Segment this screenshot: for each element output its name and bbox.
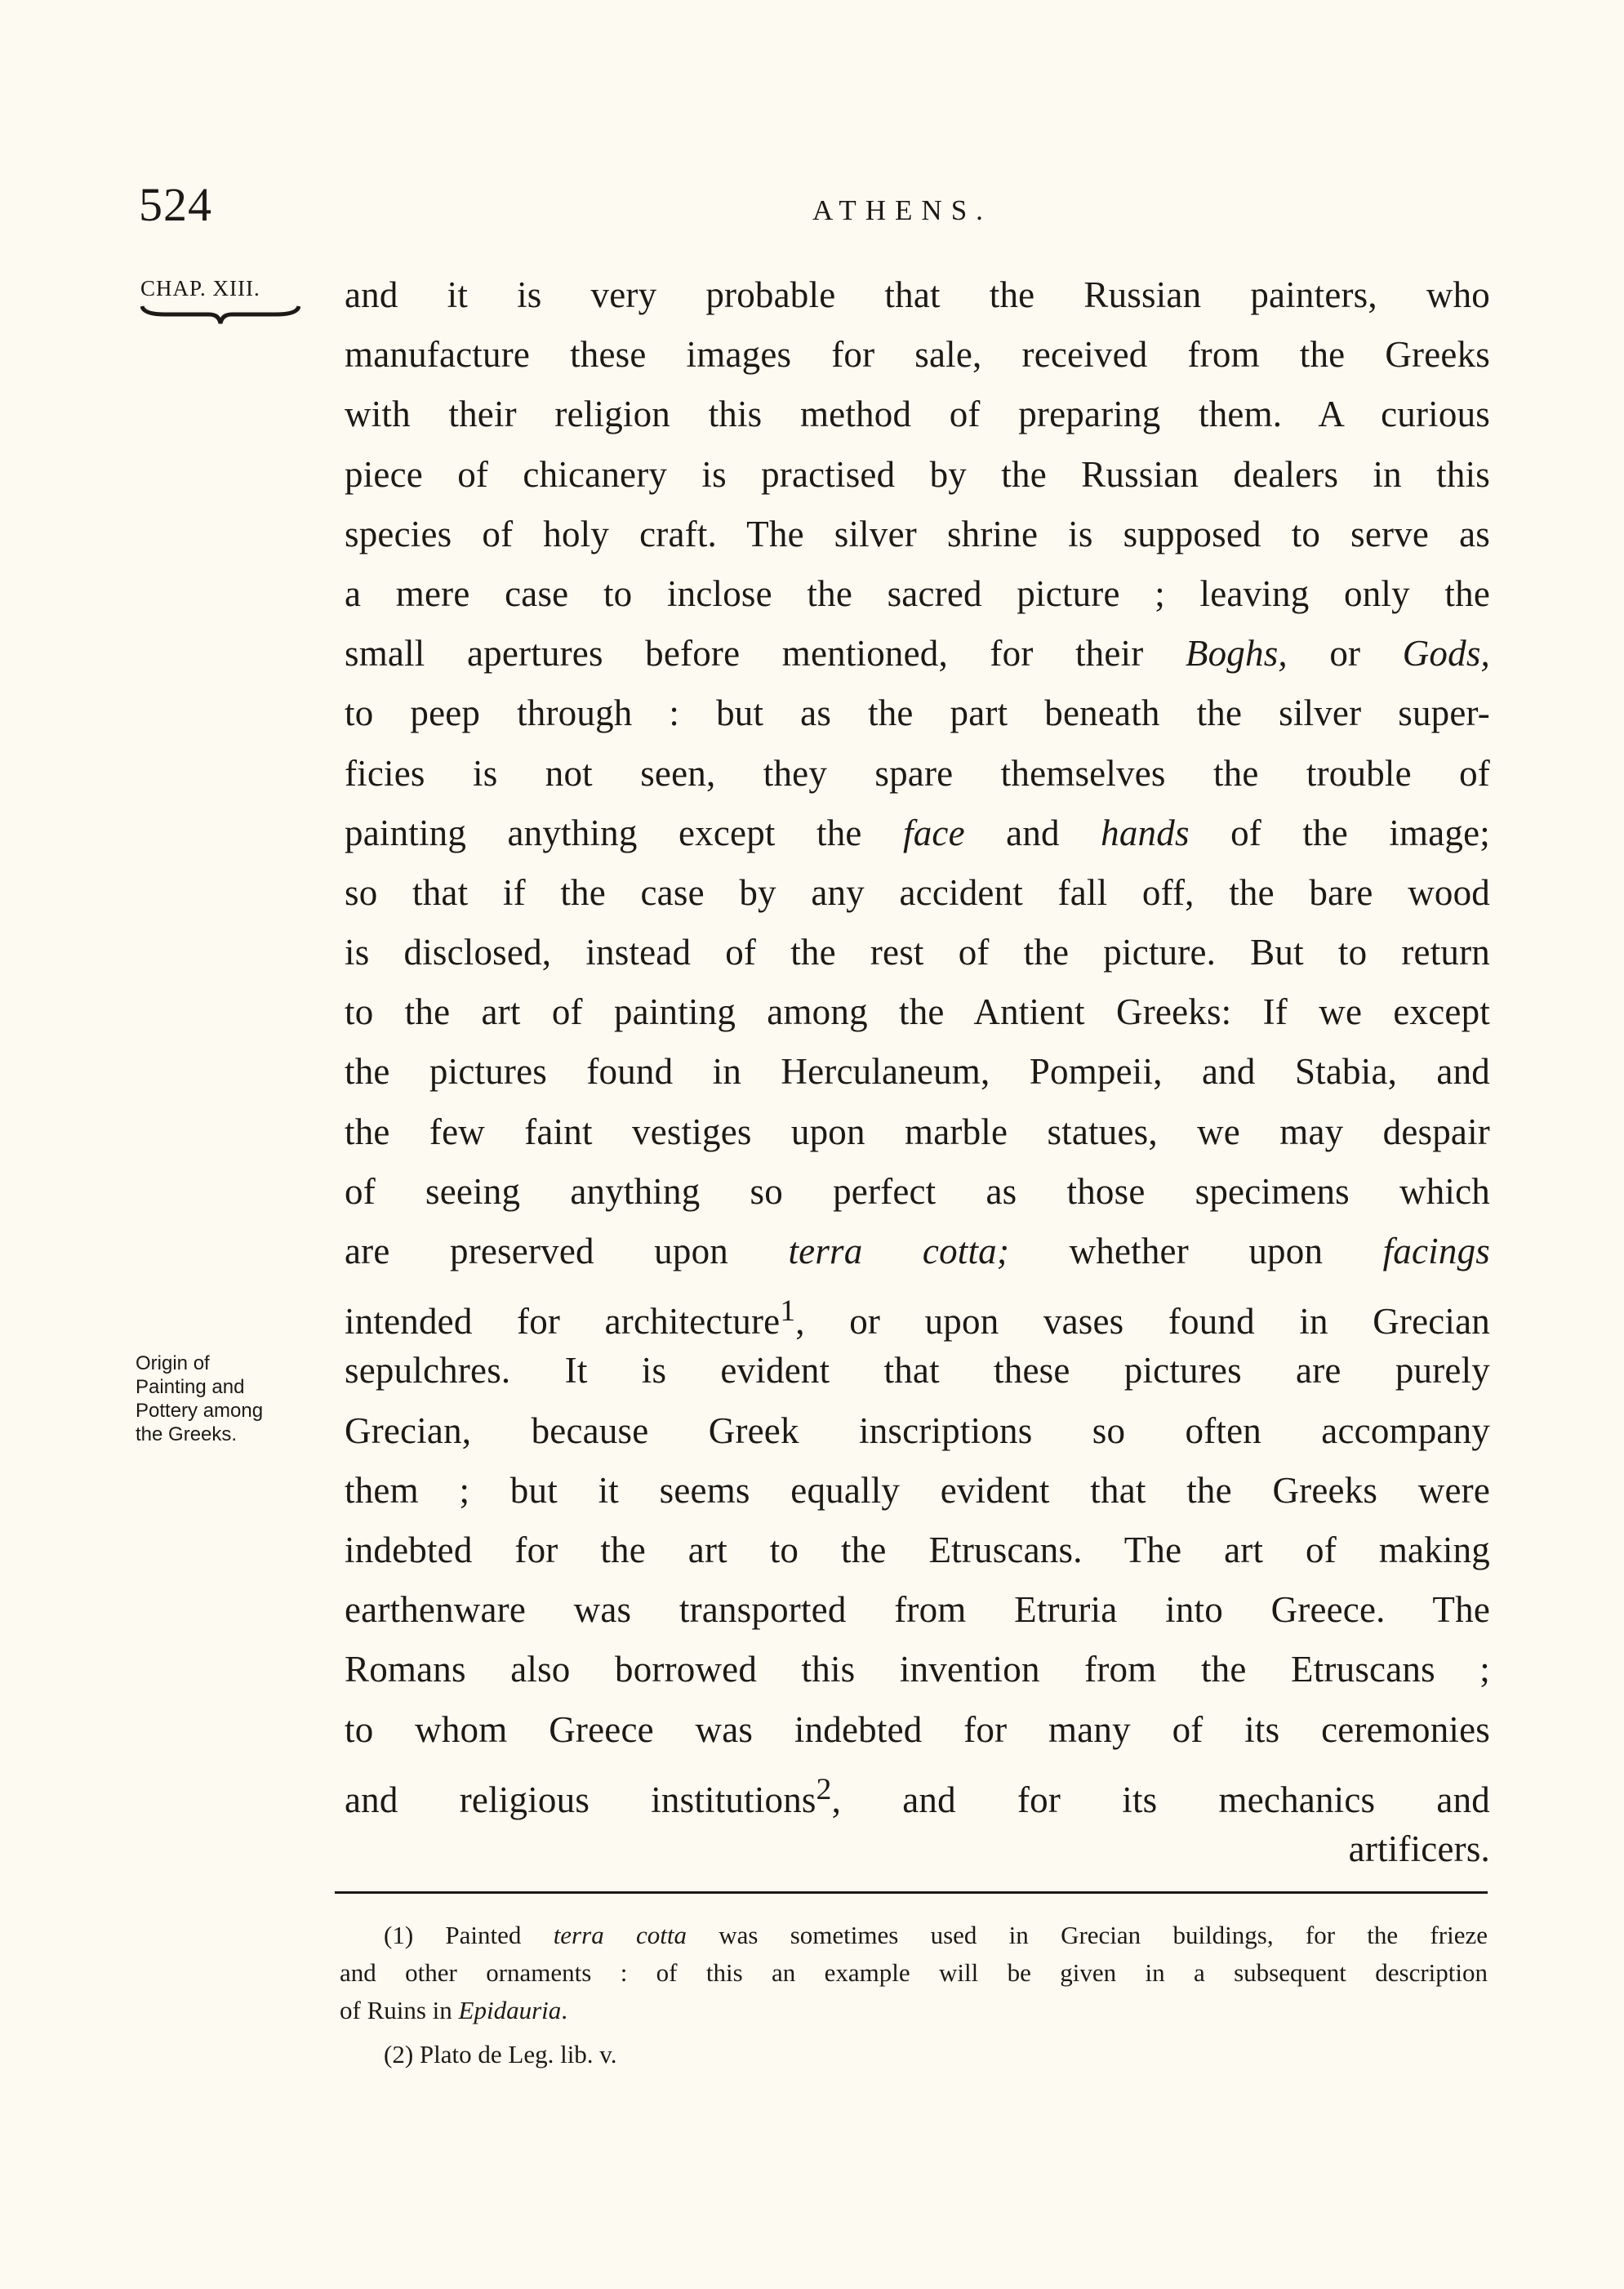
text-line: Romans also borrowed this invention from the Etruscans ; [345,1649,1490,1690]
footnote-ref[interactable]: 1 [780,1294,796,1329]
text-line: so that if the case by any accident fall off, the bare wood [345,871,1490,913]
text-line: to peep through : but as the part beneath the silver super- [345,692,1490,734]
marginal-note-line: Painting and [136,1376,245,1398]
text-line: are preserved upon terra cotta; whether upon facings [345,1231,1490,1271]
text-line: piece of chicanery is practised by the Russian dealers in this [345,453,1490,495]
text-line: Grecian, because Greek inscriptions so often accompany [345,1409,1490,1451]
footnotes [340,1917,1488,2073]
chapter-marker [140,278,304,326]
text-line: of seeing anything so perfect as those specimens which [345,1170,1490,1212]
italic-word: facings [1382,1231,1490,1271]
text-line: species of holy craft. The silver shrine is supposed to serve as [345,513,1490,554]
text-line: is disclosed, instead of the rest of the picture. But to return [345,932,1490,973]
marginal-note-line: the Greeks. [136,1423,238,1445]
italic-word: Gods, [1402,633,1490,675]
text-line: intended for architecture$^1$, or upon vases found in Grecian [345,1294,1491,1343]
running-head: ATHENS. [812,194,992,226]
italic-word: Boghs, [1185,633,1288,675]
marginal-note-line: Pottery among [136,1400,264,1422]
marginal-note-line: Origin of [136,1352,210,1374]
text-line: to the art of painting among the Antient Greeks: If we except [345,991,1490,1033]
text-line: with their religion this method of preparing them. A curious [345,394,1490,435]
footnote-divider [335,1891,1488,1894]
chapter-label: CHAP. XIII. [140,276,260,301]
text-line: sepulchres. It is evident that these pictures are purely [345,1350,1490,1392]
text-line: them ; but it seems equally evident that the Greeks were [345,1469,1490,1511]
italic-word: terra cotta [553,1921,687,1949]
marginal-note [136,1352,323,1446]
footnote-2: (2) Plato de Leg. lib. v. [384,2040,617,2069]
page-number: 524 [139,178,212,231]
text-line: and it is very probable that the Russian painters, who [345,274,1490,315]
text-line: to whom Greece was indebted for many of its ceremonies [345,1708,1490,1750]
footnote-1-end: of Ruins in Epidauria. [340,1996,568,2024]
italic-word: hands [1101,812,1190,853]
text-line: and religious institutions$^2$, and for its mechanics and [345,1772,1490,1820]
text-line: manufacture these images for sale, received from the Greeks [345,334,1490,376]
text-line: indebted for the art to the Etruscans. The art of making [345,1529,1490,1570]
text-line: ficies is not seen, they spare themselves the trouble of [345,752,1490,794]
text-line: small apertures before mentioned, for their Boghs, or Gods, [345,633,1490,675]
text-line: a mere case to inclose the sacred picture ; leaving only the [345,572,1490,614]
footnote-1-continued: and other ornaments : of this an example will be given in a subsequent description [340,1958,1488,1987]
text-line: earthenware was transported from Etruria into Greece. The [345,1589,1490,1631]
italic-word: Epidauria [458,1996,562,2024]
footnote-ref[interactable]: 2 [816,1772,832,1806]
text-line: the pictures found in Herculaneum, Pompeii, and Stabia, and [345,1051,1490,1093]
body-text [345,265,1490,1879]
text-line: painting anything except the face and hands of the image; [345,812,1490,853]
text-line: artificers. [1348,1828,1490,1869]
italic-word: terra cotta; [788,1231,1010,1271]
italic-word: face [903,812,965,853]
footnote-1: (1) Painted terra cotta was sometimes used in Grecian buildings, for the frieze [384,1921,1488,1949]
chapter-brace-ornament [140,305,300,326]
text-line: the few faint vestiges upon marble statues, we may despair [345,1111,1490,1152]
